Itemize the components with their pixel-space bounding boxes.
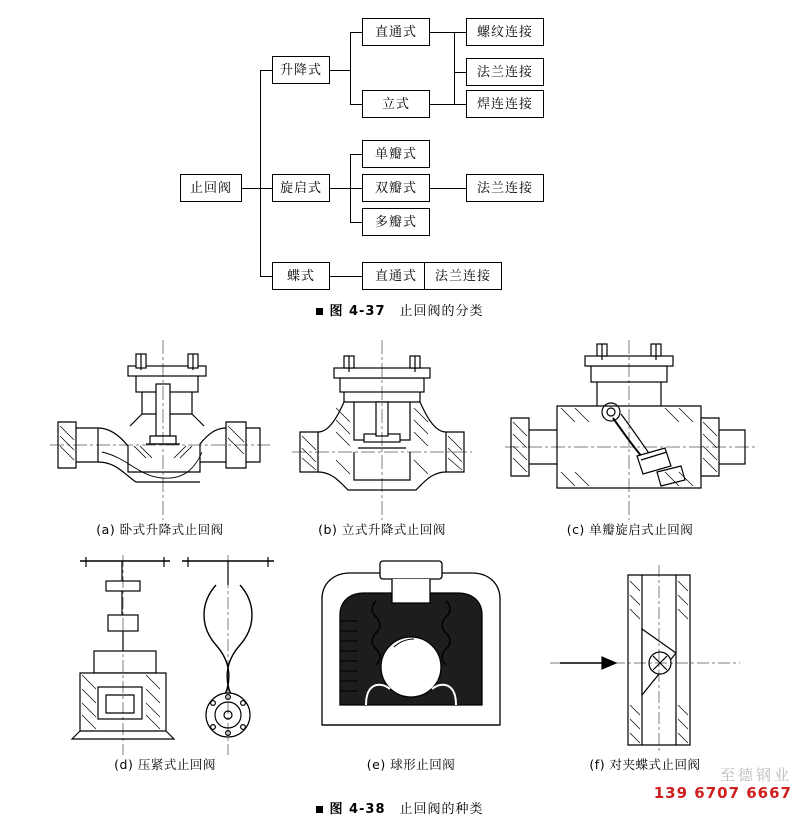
tree-connector: [242, 188, 260, 189]
tree-connector: [454, 32, 455, 104]
tree-connector: [330, 276, 362, 277]
tree-connector: [330, 70, 350, 71]
tree-node-flange-connection-2: 法兰连接: [466, 174, 544, 202]
tree-node-threaded-connection: 螺纹连接: [466, 18, 544, 46]
tree-connector: [330, 188, 350, 189]
valve-caption-f: (f) 对夹蝶式止回阀: [589, 757, 701, 772]
tree-node-single-disc: 单瓣式: [362, 140, 430, 168]
tree-connector: [430, 104, 454, 105]
tree-connector: [350, 32, 362, 33]
tree-node-welded-connection: 焊连连接: [466, 90, 544, 118]
valve-illustration-a: [50, 340, 270, 520]
valve-cell-d: [40, 555, 290, 773]
tree-node-straight-through-2: 直通式: [362, 262, 430, 290]
tree-node-multi-disc: 多瓣式: [362, 208, 430, 236]
valve-illustration-b: [292, 340, 472, 520]
tree-node-flange-connection-3: 法兰连接: [424, 262, 502, 290]
watermark-company: 至德钢业: [719, 765, 792, 784]
valve-cell-a: [40, 340, 280, 538]
valve-illustration-d: [50, 555, 280, 755]
valve-drawing-b: [292, 340, 472, 520]
valve-drawing-d: [50, 555, 280, 755]
tree-connector: [454, 72, 466, 73]
valve-drawing-f: [550, 555, 740, 755]
figure-38-number: 图 4-38: [329, 802, 386, 817]
watermark-phone: 139 6707 6667: [653, 784, 792, 803]
valve-caption-a: (a) 卧式升降式止回阀: [96, 522, 224, 537]
tree-connector: [454, 104, 466, 105]
figure-38-title: 止回阀的种类: [399, 802, 484, 817]
tree-connector: [430, 188, 466, 189]
valve-cell-c: [490, 340, 770, 538]
tree-node-swing: 旋启式: [272, 174, 330, 202]
tree-connector: [454, 32, 466, 33]
tree-node-double-disc: 双瓣式: [362, 174, 430, 202]
tree-connector: [350, 154, 362, 155]
tree-node-straight-through-1: 直通式: [362, 18, 430, 46]
tree-node-root: 止回阀: [180, 174, 242, 202]
valve-drawing-e: [306, 555, 516, 755]
tree-node-butterfly: 蝶式: [272, 262, 330, 290]
classification-tree-diagram: [0, 0, 800, 320]
valve-illustration-f: [550, 555, 740, 755]
tree-connector: [430, 32, 454, 33]
tree-node-vertical: 立式: [362, 90, 430, 118]
tree-connector: [350, 104, 362, 105]
tree-connector: [350, 188, 362, 189]
figure-37-title: 止回阀的分类: [399, 304, 484, 319]
valve-illustration-e: [306, 555, 516, 755]
tree-connector: [260, 188, 272, 189]
valve-caption-e: (e) 球形止回阀: [366, 757, 456, 772]
figure-37-caption: [0, 300, 800, 319]
valve-cell-e: [296, 555, 526, 773]
valve-drawing-a: [50, 340, 270, 520]
tree-connector: [260, 276, 272, 277]
figure-37-number: 图 4-37: [329, 304, 386, 319]
caption-bullet-icon: [316, 806, 323, 813]
valve-caption-d: (d) 压紧式止回阀: [114, 757, 216, 772]
tree-connector: [260, 70, 261, 276]
valve-caption-b: (b) 立式升降式止回阀: [318, 522, 446, 537]
tree-node-lifting: 升降式: [272, 56, 330, 84]
valve-drawing-c: [505, 340, 755, 520]
tree-connector: [260, 70, 272, 71]
valve-illustration-c: [505, 340, 755, 520]
tree-connector: [350, 222, 362, 223]
tree-connector: [350, 32, 351, 104]
valve-cell-b: [272, 340, 492, 538]
caption-bullet-icon: [316, 308, 323, 315]
valve-cell-f: [540, 555, 750, 773]
valve-types-figure: [0, 330, 800, 821]
tree-node-flange-connection-1: 法兰连接: [466, 58, 544, 86]
valve-caption-c: (c) 单瓣旋启式止回阀: [566, 522, 694, 537]
watermark: [654, 766, 792, 804]
